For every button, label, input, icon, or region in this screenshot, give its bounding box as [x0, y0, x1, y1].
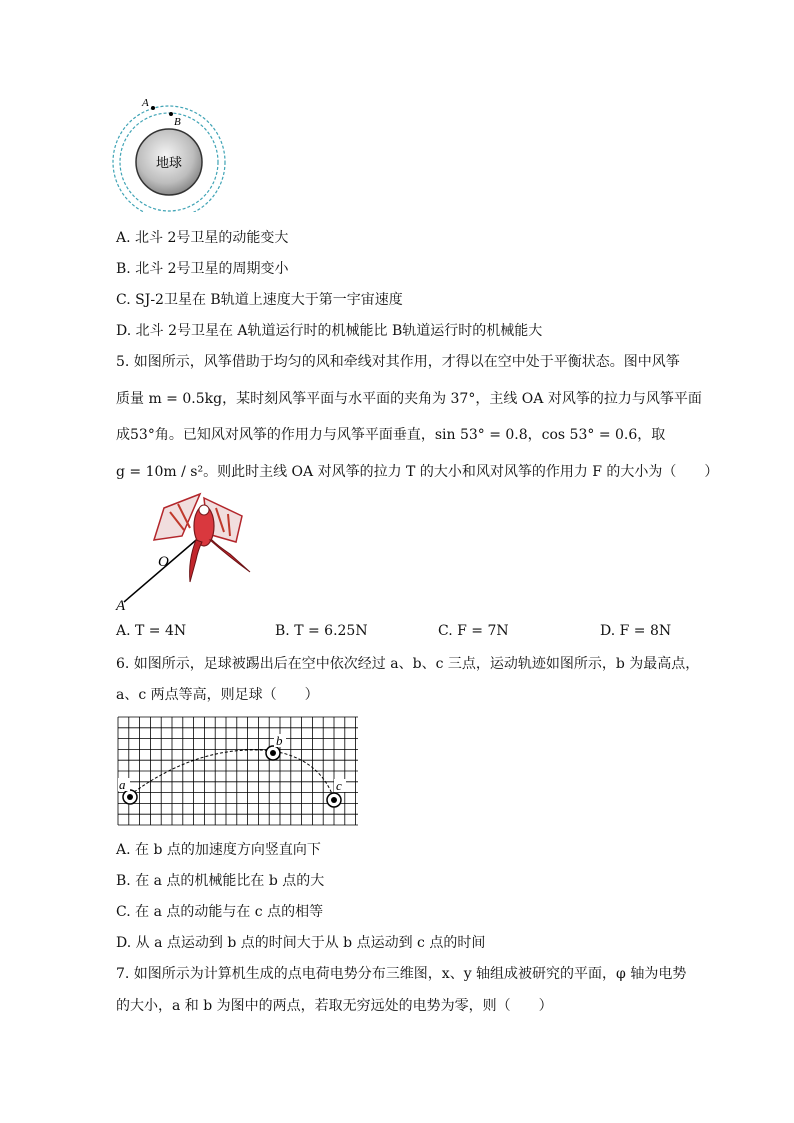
point-a-label: a: [119, 777, 126, 792]
point-a-label: A: [142, 97, 149, 109]
point-c-label: c: [336, 778, 342, 793]
ball-c: [327, 793, 341, 807]
q4-option-a: A. 北斗 2号卫星的动能变大: [116, 230, 289, 246]
kite-left-wing: [154, 494, 200, 540]
point-b-label: B: [174, 116, 181, 128]
q5-option-c: C. F = 7N: [438, 623, 509, 639]
kite-figure: [112, 490, 262, 615]
q5-option-a: A. T = 4N: [116, 623, 187, 639]
earth-orbit-figure: [108, 92, 233, 212]
q7-line-1: 7. 如图所示为计算机生成的点电荷电势分布三维图，x、y 轴组成被研究的平面，φ 轴为电势: [116, 966, 687, 982]
q5-line-4: g = 10m / s²。则此时主线 OA 对风筝的拉力 T 的大小和风对风筝的作用力 F 的大小为（ ）: [116, 464, 719, 480]
q5-line-3: 成53°角。已知风对风筝的作用力与风筝平面垂直，sin 53° = 0.8，cos 53° = 0.6，取: [116, 427, 666, 443]
kite-label-a: A: [116, 598, 126, 614]
q5-option-d: D. F = 8N: [600, 623, 672, 639]
q4-option-b: B. 北斗 2号卫星的周期变小: [116, 261, 289, 277]
point-b-label: b: [276, 733, 283, 748]
trajectory-path: [130, 750, 334, 799]
grid: [118, 717, 358, 825]
earth-label: 地球: [156, 155, 183, 170]
kite-left-tail: [190, 540, 202, 582]
q4-option-c: C. SJ-2卫星在 B轨道上速度大于第一宇宙速度: [116, 292, 403, 308]
q5-line-2: 质量 m = 0.5kg，某时刻风筝平面与水平面的夹角为 37°，主线 OA 对风筝的拉力与风筝平面: [116, 391, 702, 407]
q5-option-b: B. T = 6.25N: [275, 623, 368, 639]
q6-option-d: D. 从 a 点运动到 b 点的时间大于从 b 点运动到 c 点的时间: [116, 935, 486, 951]
kite-label-o: O: [158, 554, 169, 570]
q6-line-1: 6. 如图所示，足球被踢出后在空中依次经过 a、b、c 三点，运动轨迹如图所示，b 为最高点，: [116, 656, 700, 672]
q6-option-a: A. 在 b 点的加速度方向竖直向下: [116, 842, 321, 858]
q6-option-b: B. 在 a 点的机械能比在 b 点的大: [116, 873, 325, 889]
ball-b: [266, 746, 280, 760]
kite-right-tail: [210, 540, 250, 572]
q6-line-2: a、c 两点等高，则足球（ ）: [116, 687, 319, 703]
point-b-dot: [169, 112, 173, 116]
football-trajectory-figure: [116, 715, 360, 827]
q7-line-2: 的大小，a 和 b 为图中的两点，若取无穷远处的电势为零，则（ ）: [116, 998, 553, 1014]
q6-option-c: C. 在 a 点的动能与在 c 点的相等: [116, 904, 324, 920]
q4-option-d: D. 北斗 2号卫星在 A轨道运行时的机械能比 B轨道运行时的机械能大: [116, 323, 543, 339]
point-a-dot: [151, 106, 155, 110]
ball-a: [123, 790, 137, 804]
q5-line-1: 5. 如图所示，风筝借助于均匀的风和牵线对其作用，才得以在空中处于平衡状态。图中风筝: [116, 354, 680, 370]
